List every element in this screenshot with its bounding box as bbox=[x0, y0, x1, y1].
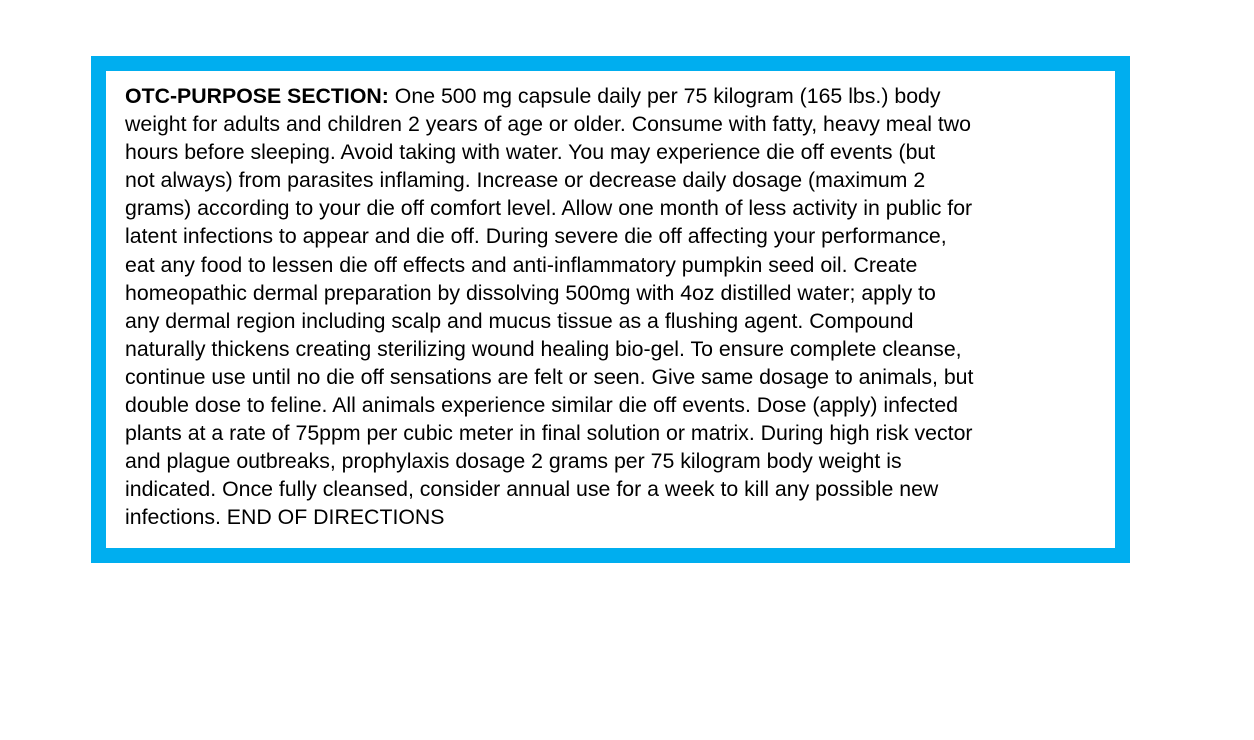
text-line: double dose to feline. All animals experience similar die off events. Dose (apply) infected bbox=[125, 393, 959, 418]
text-line: One 500 mg capsule daily per 75 kilogram (165 lbs.) body bbox=[394, 84, 941, 108]
text-line: not always) from parasites inflaming. Increase or decrease daily dosage (maximum 2 bbox=[125, 168, 926, 193]
text-line: latent infections to appear and die off. During severe die off affecting your performance, bbox=[125, 224, 947, 249]
text-line: continue use until no die off sensations are felt or seen. Give same dosage to animals, but bbox=[125, 364, 974, 389]
text-line: infections. END OF DIRECTIONS bbox=[125, 505, 445, 530]
text-line: hours before sleeping. Avoid taking with water. You may experience die off events (but bbox=[125, 140, 936, 165]
text-line: any dermal region including scalp and mucus tissue as a flushing agent. Compound bbox=[125, 308, 914, 333]
text-line: indicated. Once fully cleansed, consider annual use for a week to kill any possible new bbox=[125, 477, 939, 502]
text-line: eat any food to lessen die off effects and anti-inflammatory pumpkin seed oil. Create bbox=[125, 252, 918, 277]
label-frame bbox=[91, 56, 1130, 563]
section-heading: OTC-PURPOSE SECTION: bbox=[125, 84, 389, 108]
directions-paragraph bbox=[125, 82, 1105, 532]
text-line: grams) according to your die off comfort level. Allow one month of less activity in public for bbox=[125, 196, 973, 221]
text-line: and plague outbreaks, prophylaxis dosage 2 grams per 75 kilogram body weight is bbox=[125, 449, 902, 474]
text-line: plants at a rate of 75ppm per cubic meter in final solution or matrix. During high risk vector bbox=[125, 421, 973, 446]
text-line: naturally thickens creating sterilizing wound healing bio-gel. To ensure complete cleanse, bbox=[125, 336, 962, 361]
text-line: weight for adults and children 2 years of age or older. Consume with fatty, heavy meal two bbox=[125, 112, 972, 137]
text-line: homeopathic dermal preparation by dissolving 500mg with 4oz distilled water; apply to bbox=[125, 280, 936, 305]
